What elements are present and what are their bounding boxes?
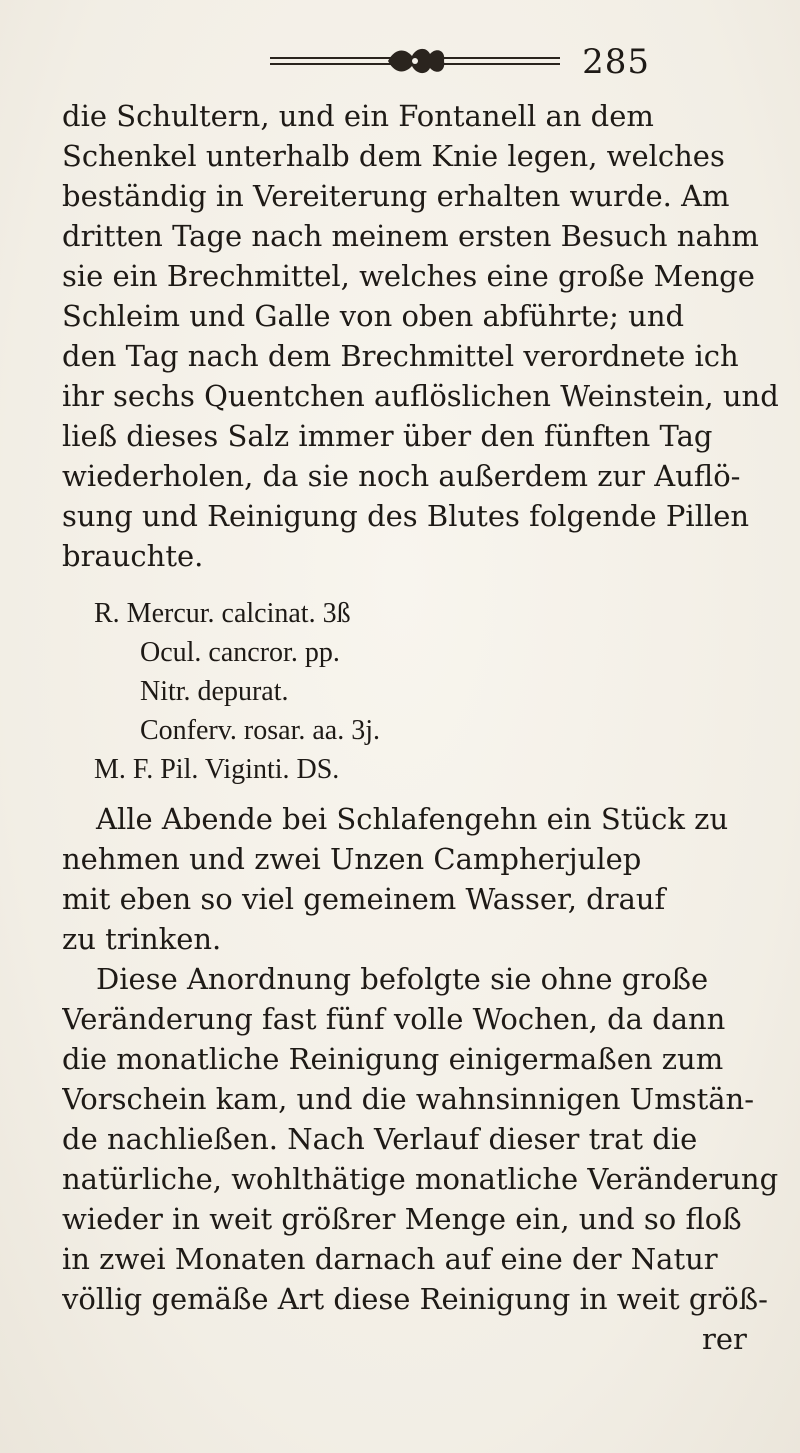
text-line: zu trinken.	[62, 922, 222, 956]
paragraph	[62, 799, 782, 959]
text-line: sung und Reinigung des Blutes folgende Pillen	[62, 499, 750, 533]
text-line: in zwei Monaten darnach auf eine der Natur	[62, 1242, 718, 1276]
text-line: ließ dieses Salz immer über den fünften Tag	[62, 419, 713, 453]
paragraph	[62, 959, 782, 1359]
prescription-line: Ocul. cancror. pp.	[140, 637, 340, 668]
prescription-line: M. F. Pil. Viginti. DS.	[94, 754, 340, 785]
text-line: völlig gemäße Art diese Reinigung in weit größ-	[62, 1282, 768, 1316]
prescription-line: Nitr. depurat.	[140, 676, 289, 707]
text-line: Schenkel unterhalb dem Knie legen, welches	[62, 139, 725, 173]
prescription-line: R. Mercur. calcinat. 3ß	[94, 598, 351, 629]
text-line: nehmen und zwei Unzen Campherjulep	[62, 842, 642, 876]
text-line: dritten Tage nach meinem ersten Besuch nahm	[62, 219, 759, 253]
text-line: den Tag nach dem Brechmittel verordnete ich	[62, 339, 739, 373]
text-line: sie ein Brechmittel, welches eine große Menge	[62, 259, 755, 293]
paragraph	[62, 96, 782, 576]
text-line: de nachließen. Nach Verlauf dieser trat die	[62, 1122, 698, 1156]
text-line: Vorschein kam, und die wahnsinnigen Umstän-	[62, 1082, 755, 1116]
text-line: Schleim und Galle von oben abführte; und	[62, 299, 685, 333]
text-line: beständig in Vereiterung erhalten wurde. Am	[62, 179, 730, 213]
text-line: Diese Anordnung befolgte sie ohne große	[96, 962, 709, 996]
text-line: brauchte.	[62, 539, 204, 573]
text-line: wieder in weit größrer Menge ein, und so floß	[62, 1202, 742, 1236]
text-line: mit eben so viel gemeinem Wasser, drauf	[62, 882, 666, 916]
body-text	[62, 96, 782, 1359]
text-line: Alle Abende bei Schlafengehn ein Stück zu	[96, 802, 729, 836]
text-line: ihr sechs Quentchen auflöslichen Weinstein, und	[62, 379, 779, 413]
header-ornament	[270, 44, 560, 78]
text-line: die monatliche Reinigung einigermaßen zum	[62, 1042, 724, 1076]
page-header	[270, 36, 650, 86]
text-line: die Schultern, und ein Fontanell an dem	[62, 99, 654, 133]
text-line: rer	[702, 1322, 747, 1356]
prescription-line: Conferv. rosar. aa. 3j.	[140, 715, 380, 746]
text-line: natürliche, wohlthätige monatliche Veränderung	[62, 1162, 779, 1196]
page-number: 285	[582, 42, 650, 82]
text-line: Veränderung fast fünf volle Wochen, da dann	[62, 1002, 726, 1036]
text-line: wiederholen, da sie noch außerdem zur Auflö-	[62, 459, 741, 493]
prescription-block	[62, 594, 782, 789]
